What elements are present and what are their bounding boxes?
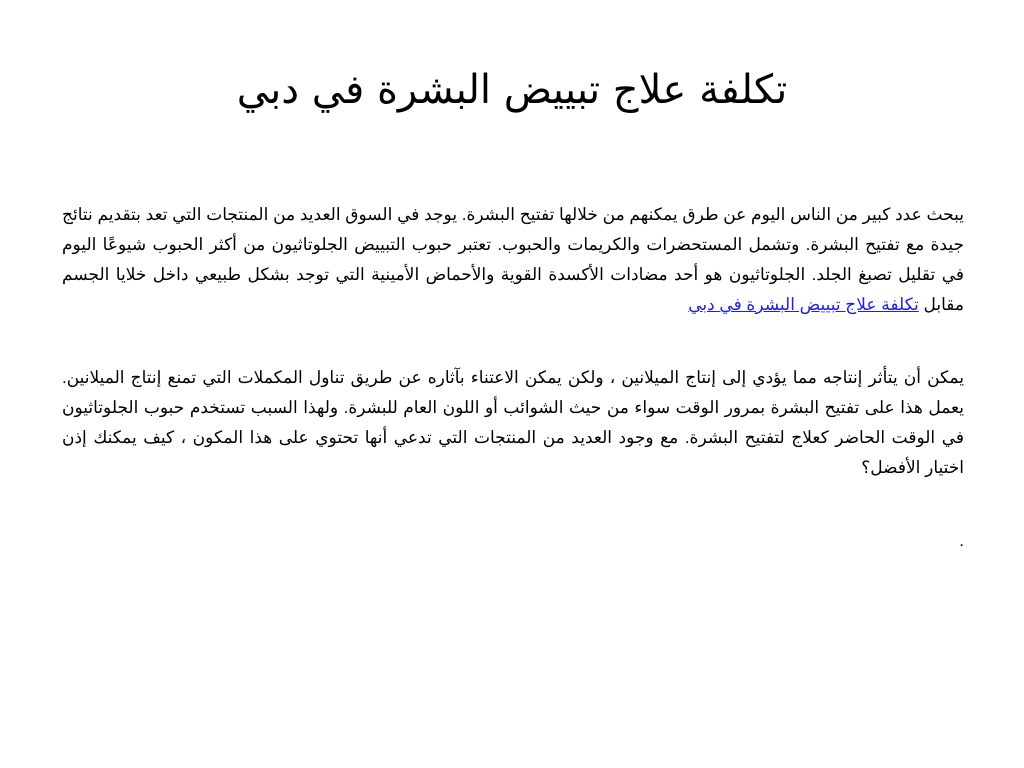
slide-title: تكلفة علاج تبييض البشرة في دبي: [236, 67, 788, 113]
paragraph-1-text: يبحث عدد كبير من الناس اليوم عن طرق يمكنهم من خلالها تفتيح البشرة. يوجد في السوق العديد من المنتجات التي تعد بتقديم نتائج جيدة مع تفتيح البشرة. وتشمل المستحضرات والكريمات والحبوب. تعتبر حبوب التبييض الجلوتاثيون من أكثر الحبوب شيوعًا اليوم في تقليل تصبغ الجلد. الجلوتاثيون هو أحد مضادات الأكسدة القوية والأحماض الأمينية التي توجد بشكل طبيعي داخل خلايا الجسم مقابل: [62, 205, 964, 314]
body-paragraph-2: يمكن أن يتأثر إنتاجه مما يؤدي إلى إنتاج الميلانين ، ولكن يمكن الاعتناء بآثاره عن طريق تناول المكملات التي تمنع إنتاج الميلانين. يعمل هذا على تفتيح البشرة بمرور الوقت سواء من حيث الشوائب أو اللون العام للبشرة. ولهذا السبب تستخدم حبوب الجلوتاثيون في الوقت الحاضر كعلاج لتفتيح البشرة. مع وجود العديد من المنتجات التي تدعي أنها تحتوي على هذا المكون ، كيف يمكنك إذن اختيار الأفضل؟: [62, 368, 964, 477]
cost-link[interactable]: تكلفة علاج تبييض البشرة في دبي: [688, 295, 919, 314]
slide-body: [62, 200, 964, 599]
body-paragraph-3: .: [959, 531, 964, 550]
body-paragraph-1: [62, 200, 964, 320]
